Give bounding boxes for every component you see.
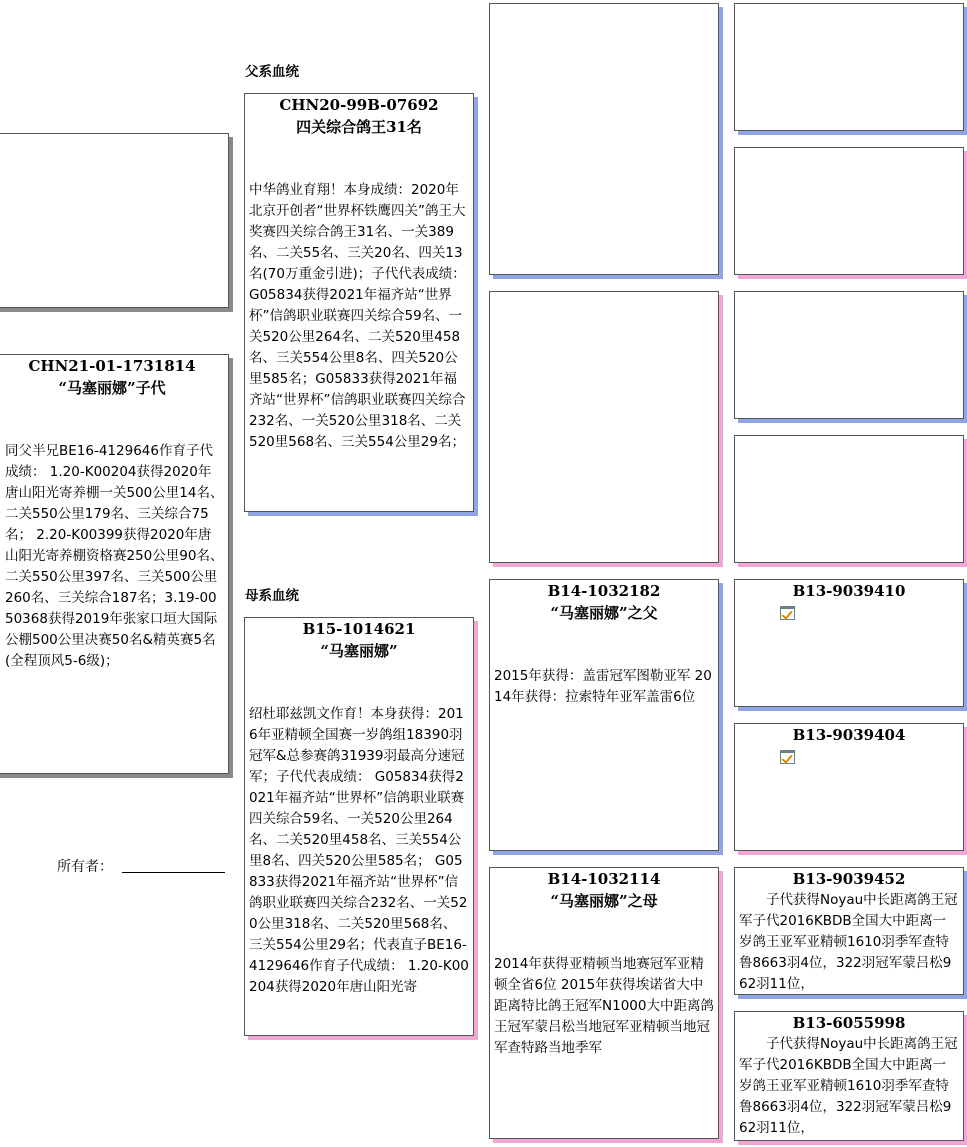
gg1-ring: B13-9039410 — [792, 582, 906, 600]
ggp-card-3 — [734, 291, 964, 419]
dam-ring: B15-1014621 — [302, 620, 416, 638]
owner-field[interactable] — [122, 872, 225, 873]
sire-name: 四关综合鸽王31名 — [296, 118, 422, 136]
dam-sire-text: 2015年获得：盖雷冠军图勒亚军 2014年获得：拉索特年亚军盖雷6位 — [494, 668, 712, 705]
paternal-label: 父系血统 — [245, 64, 299, 80]
gg4-ring: B13-6055998 — [792, 1014, 906, 1032]
ggp-card-1 — [734, 3, 964, 131]
maternal-label: 母系血统 — [245, 588, 299, 604]
dam-card — [244, 617, 474, 1036]
gg3-text: 子代获得Noyau中长距离鸽王冠军子代2016KBDB全国大中距离一岁鸽王亚军亚精顿1610羽季军查特鲁8663羽4位，322羽冠军蒙吕松962羽11位， — [739, 892, 958, 992]
gg3-ring: B13-9039452 — [792, 870, 906, 888]
dam-sire-ring: B14-1032182 — [547, 582, 661, 600]
dam-name: “马塞丽娜” — [320, 642, 398, 660]
subject-name: “马塞丽娜”子代 — [58, 379, 166, 397]
note-check-icon — [780, 606, 795, 620]
sire-text: 中华鸽业育翔！本身成绩：2020年北京开创者“世界杯铁鹰四关”鸽王大奖赛四关综合鸽王31名、一关389名、二关55名、三关20名、四关13名(70万重金引进)；子代代表成绩：G05834获得2021年福齐站“世界杯”信鸽职业联赛四关综合59名、一关520公里264名、二关520里458名、三关554公里8名、四关520公里585名；G05833获得2021年福齐站“世界杯”信鸽职业联赛四关综合232名、一关520公里318名、二关520里568名、三关554公里29名； — [249, 182, 466, 450]
subject-text: 同父半兄BE16-4129646作育子代成绩： 1.20-K00204获得2020年唐山阳光寄养棚一关500公里14名、二关550公里179名、三关综合75名； 2.20-K00399获得2020年唐山阳光寄养棚资格赛250公里90名、二关550公里397名、三关500公里260名、三关综合187名；3.19-0050368获得2019年张家口垣大国际公棚500公里决赛50名&精英赛5名(全程顶风5-6级)； — [5, 443, 224, 669]
gg4-text: 子代获得Noyau中长距离鸽王冠军子代2016KBDB全国大中距离一岁鸽王亚军亚精顿1610羽季军查特鲁8663羽4位，322羽冠军蒙吕松962羽11位， — [739, 1036, 958, 1136]
note-check-icon — [780, 750, 795, 764]
granddam-paternal-card — [489, 291, 719, 563]
ggp-card-4 — [734, 435, 964, 563]
grandsire-paternal-card — [489, 3, 719, 275]
dam-dam-name: “马塞丽娜”之母 — [550, 892, 658, 910]
ggp-card-7 — [734, 867, 964, 995]
ggp-card-5 — [734, 579, 964, 707]
ggp-card-6 — [734, 723, 964, 851]
dam-sire-card — [489, 579, 719, 851]
subject-ring: CHN21-01-1731814 — [28, 357, 196, 375]
ggp-card-2 — [734, 147, 964, 275]
sire-card — [244, 93, 474, 512]
dam-dam-card — [489, 867, 719, 1139]
gg2-ring: B13-9039404 — [792, 726, 906, 744]
ggp-card-8 — [734, 1011, 964, 1141]
dam-sire-name: “马塞丽娜”之父 — [550, 604, 658, 622]
dam-text: 绍杜耶兹凯文作育！本身获得：2016年亚精顿全国赛一岁鸽组18390羽冠军&总参赛鸽31939羽最高分速冠军；子代代表成绩： G05834获得2021年福齐站“世界杯”信鸽职业联赛四关综合59名、一关520公里264名、二关520里458名、三关554公里8名、四关520公里585名； G05833获得2021年福齐站“世界杯”信鸽职业联赛四关综合232名、一关520公里318名、二关520里568名、三关554公里29名；代表直子BE16-4129646作育子代成绩： 1.20-K00204获得2020年唐山阳光寄 — [249, 706, 469, 995]
owner-label: 所有者： — [57, 859, 113, 875]
empty-left-card — [0, 133, 229, 308]
dam-dam-text: 2014年获得亚精顿当地赛冠军亚精顿全省6位 2015年获得埃诺省大中距离特比鸽王冠军N1000大中距离鸽王冠军蒙吕松当地冠军亚精顿当地冠军查特路当地季军 — [494, 956, 714, 1056]
dam-dam-ring: B14-1032114 — [547, 870, 661, 888]
subject-card — [0, 354, 229, 774]
sire-ring: CHN20-99B-07692 — [279, 96, 439, 114]
